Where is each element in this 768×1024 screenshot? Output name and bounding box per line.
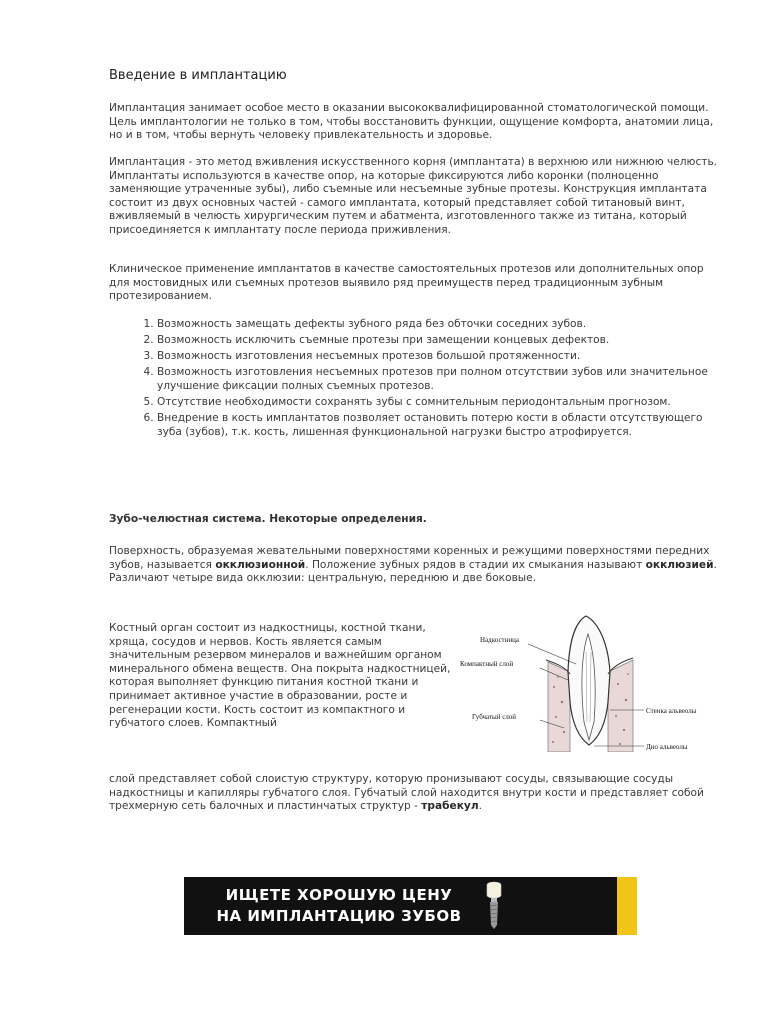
bone-layers-paragraph <box>109 773 719 814</box>
bone-left <box>548 662 570 752</box>
text-span: слой представляет собой слоистую структуру, которую пронизывают сосуды, связывающие сосуды надкостницы и капилляры губчатого слоя. Губчатый слой находится внутри кости и представляет собой трехмерную сеть балочных и пластинчатых структур - <box>109 773 704 813</box>
term-occlusal: окклюзионной <box>215 558 306 571</box>
clinical-application-paragraph: Клиническое применение имплантатов в качестве самостоятельных протезов или дополнительных опор для мостовидных или съемных протезов выявило ряд преимуществ перед традиционным зубным протезированием. <box>109 263 704 303</box>
label-alveolar-bottom: Дно альвеолы <box>646 743 688 751</box>
text-span: . Различают четыре вида окклюзии: центральную, переднюю и две боковые. <box>109 558 717 585</box>
implantation-definition-paragraph: Имплантация - это метод вживления искусственного корня (имплантата) в верхнюю или нижнюю челюсть. Имплантаты используются в качестве опор, на которые фиксируются либо коронки (полноценно заменяющие утраченные зубы), либо съемные или несъемные зубные протезы. Конструкция имплантата состоит из двух основных частей - самого имплантата, который представляет собой титановый винт, вживляемый в челюсть хирургическим путем и абатмента, изготовленного также из титана, который присоединяется к имплантату после периода приживления. <box>109 156 718 236</box>
list-item: 4. Возможность изготовления несъемных протезов при полном отсутствии зубов или значительное улучшение фиксации полных съемных протезов. <box>157 366 717 393</box>
term-trabecula: трабекул <box>421 800 479 813</box>
page-title: Введение в имплантацию <box>109 68 287 83</box>
list-item: 1. Возможность замещать дефекты зубного ряда без обточки соседних зубов. <box>157 318 717 332</box>
list-item: 6. Внедрение в кость имплантатов позволяет остановить потерю кости в области отсутствующего зуба (зубов), т.к. кость, лишенная функциональной нагрузки быстро атрофируется. <box>157 412 717 439</box>
term-occlusion: окклюзией <box>645 558 714 571</box>
bone-organ-paragraph: Костный орган состоит из надкостницы, костной ткани, хряща, сосудов и нервов. Кость является самым значительным резервом минералов и важнейшим органом минерального обмена веществ. Она покрыта надкостницей, которая выполняет функцию питания костной ткани и принимает активное участие в образовании, росте и регенерации кости. Кость состоит из компактного и губчатого слоев. Компактный <box>109 622 451 730</box>
text-span: Поверхность, образуемая жевательными поверхностями коренных и режущими поверхностями передних зубов, называется <box>109 545 710 571</box>
list-item: 3. Возможность изготовления несъемных протезов большой протяженности. <box>157 350 717 364</box>
advantages-list <box>109 318 717 442</box>
banner-line-1: ИЩЕТЕ ХОРОШУЮ ЦЕНУ <box>225 886 453 904</box>
list-item: 5. Отсутствие необходимости сохранять зубы с сомнительным периодонтальным прогнозом. <box>157 396 717 410</box>
label-compact-layer: Компактный слой <box>460 660 514 668</box>
bone-right <box>608 660 633 752</box>
implant-price-banner[interactable] <box>184 877 637 935</box>
label-spongy-layer: Губчатый слой <box>472 713 517 721</box>
text-span: . <box>478 800 482 813</box>
banner-line-2: НА ИМПЛАНТАЦИЮ ЗУБОВ <box>216 907 462 925</box>
label-periosteum: Надкостница <box>480 636 519 644</box>
label-alveolar-wall: Стенка альвеолы <box>646 707 697 715</box>
dental-implant-icon <box>484 881 504 931</box>
occlusion-paragraph <box>109 545 719 586</box>
tooth-diagram <box>458 612 718 752</box>
text-span: . Положение зубных рядов в стадии их смыкания называют <box>305 558 646 571</box>
section-title: Зубо-челюстная система. Некоторые определения. <box>109 513 427 525</box>
intro-paragraph: Имплантация занимает особое место в оказании высококвалифицированной стоматологической помощи. Цель имплантологии не только в том, чтобы восстановить функции, ощущение комфорта, анатомии лица, но и в том, чтобы вернуть человеку привлекательность и здоровье. <box>109 102 714 142</box>
list-item: 2. Возможность исключить съемные протезы при замещении концевых дефектов. <box>157 334 717 348</box>
